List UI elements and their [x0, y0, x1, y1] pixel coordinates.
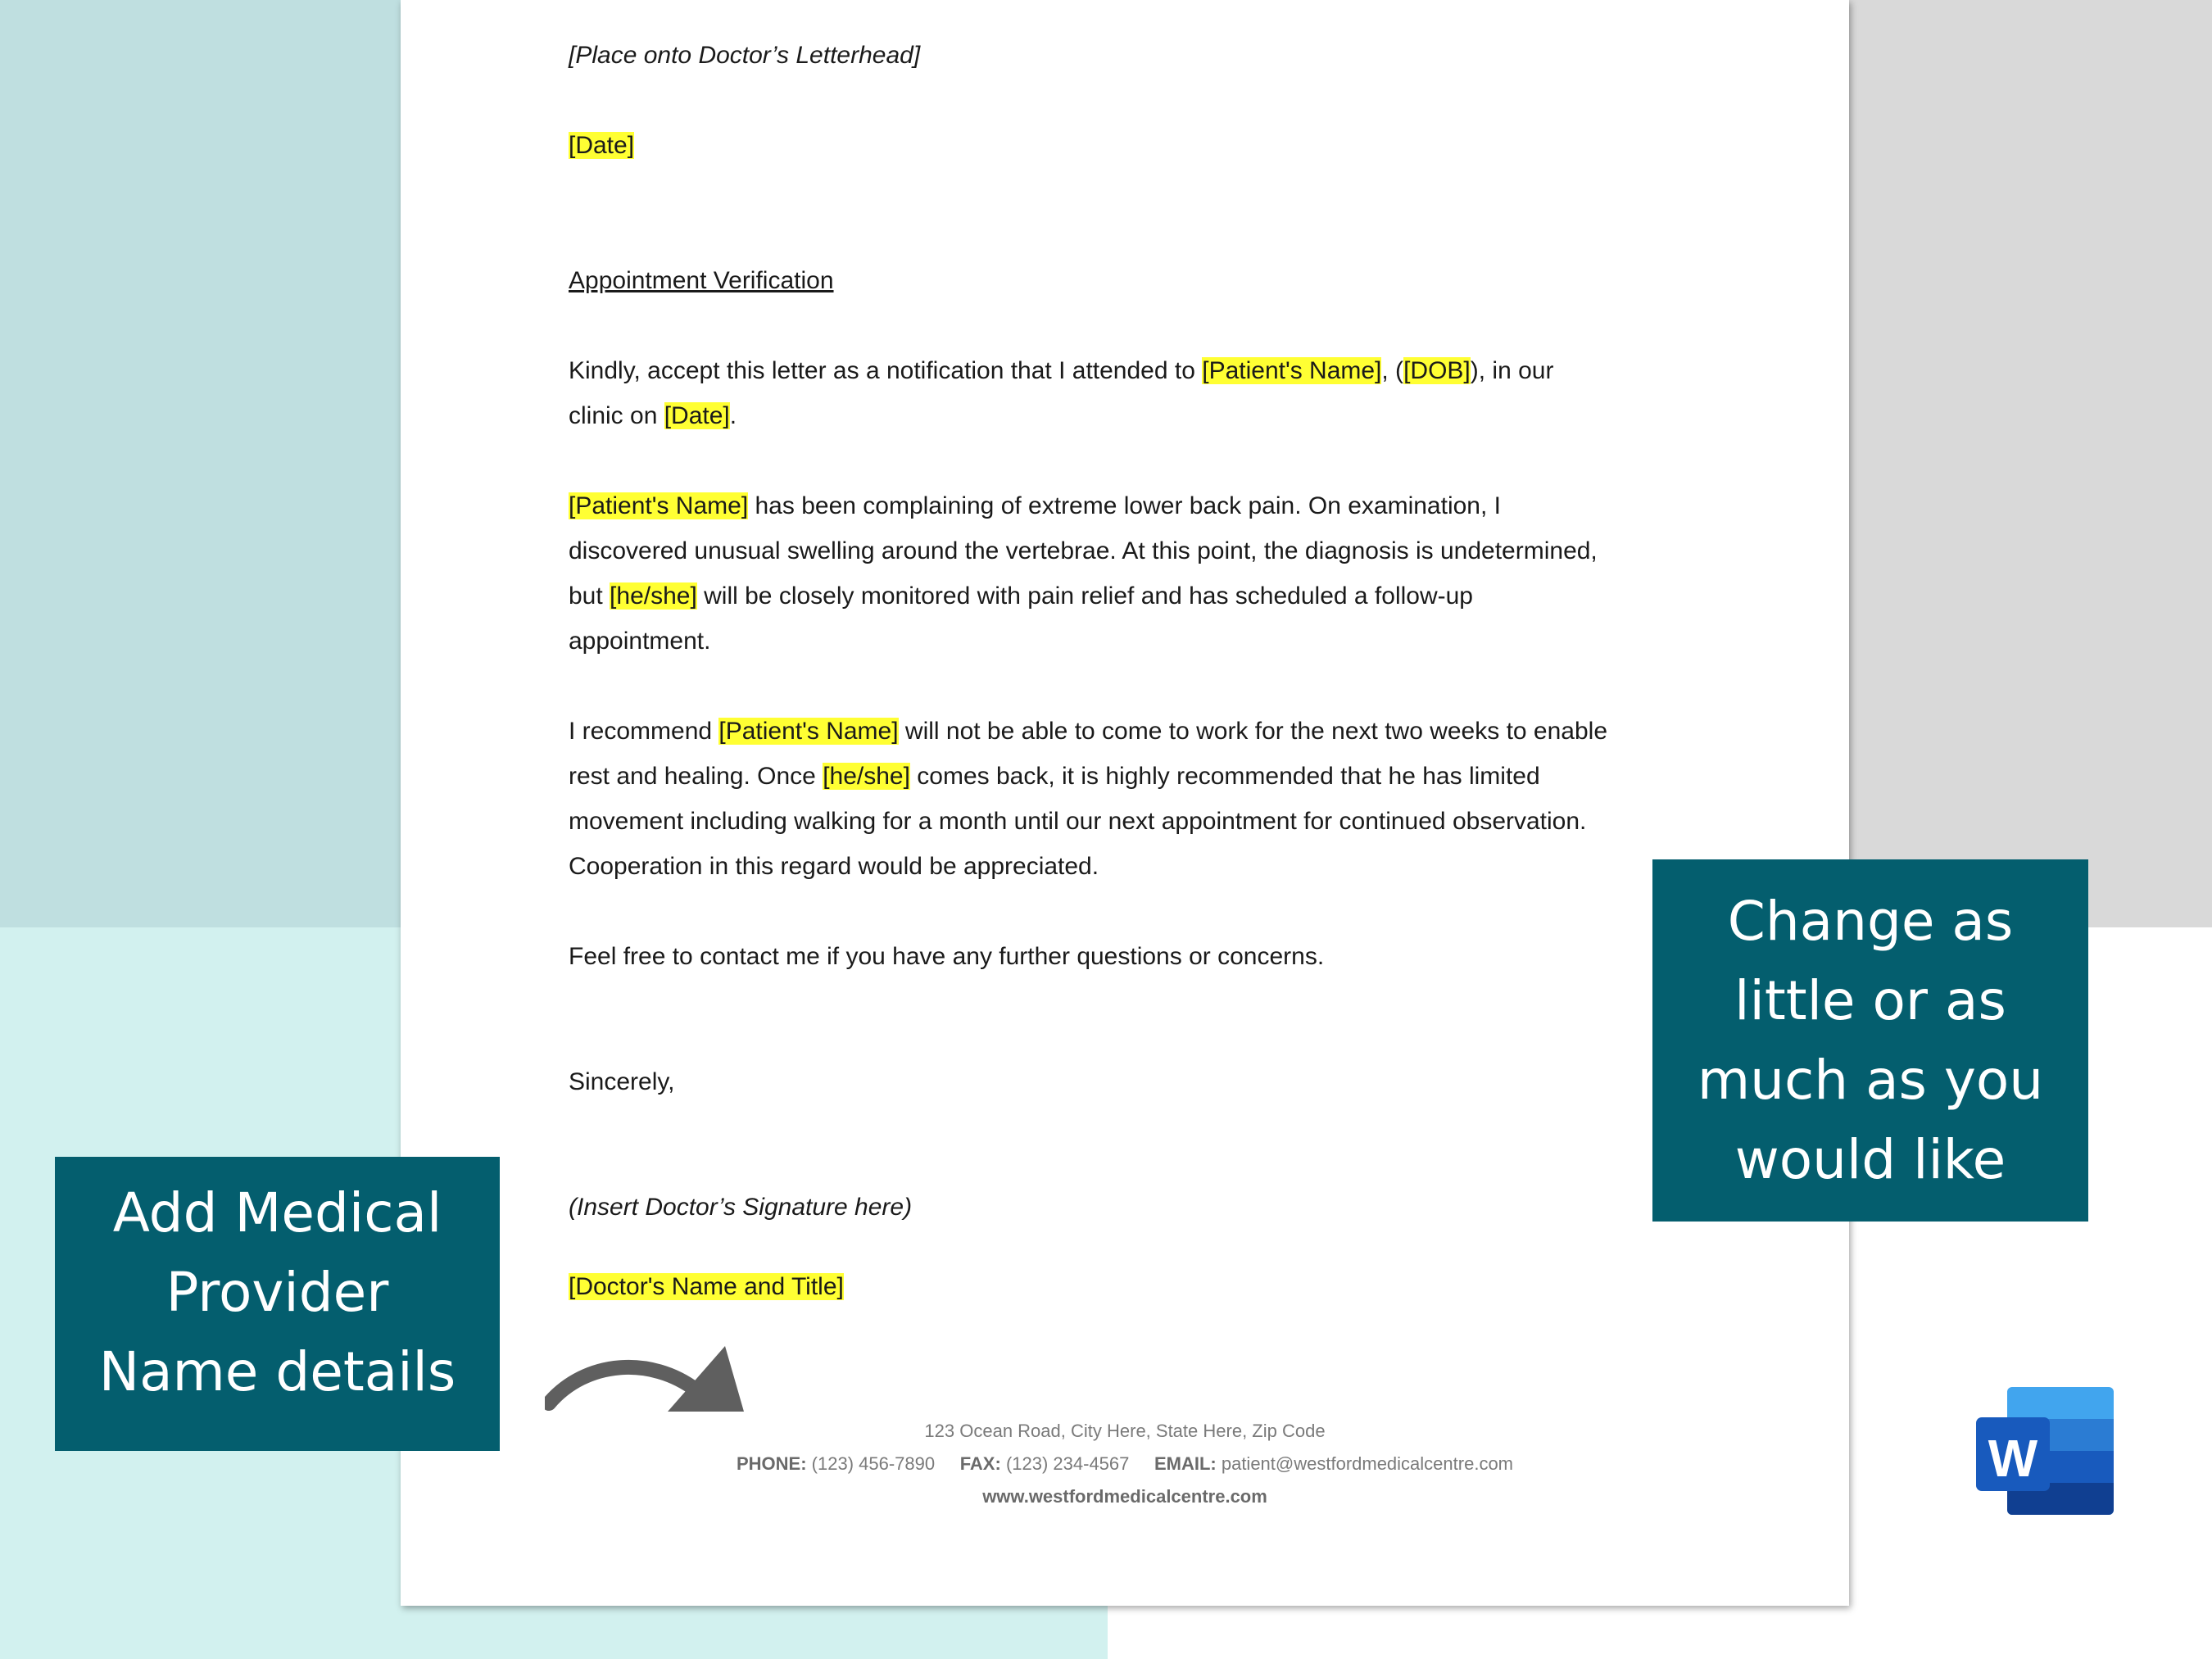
p2-text-c: but — [569, 582, 610, 610]
date-placeholder: [Date] — [569, 132, 635, 159]
pronoun-placeholder: [he/she] — [610, 582, 697, 610]
callout-line: Change as — [1727, 890, 2014, 953]
fax-value: (123) 234-4567 — [1005, 1453, 1130, 1474]
callout-add-provider — [55, 1157, 500, 1451]
p2-text-b: discovered unusual swelling around the vertebrae. At this point, the diagnosis is undetermined, — [569, 537, 1598, 564]
paragraph-2 — [569, 483, 1699, 664]
p3-text-f: Cooperation in this regard would be appreciated. — [569, 853, 1099, 880]
p3-text-d: comes back, it is highly recommended that he has limited — [909, 763, 1540, 790]
visit-date-placeholder: [Date] — [664, 402, 730, 429]
signature-note: (Insert Doctor’s Signature here) — [569, 1194, 913, 1221]
phone-label: PHONE: — [736, 1453, 807, 1474]
p3-text-b: will not be able to come to work for the next two weeks to enable — [898, 718, 1608, 745]
p3-text-e: movement including walking for a month until our next appointment for continued observation. — [569, 808, 1587, 835]
dob-placeholder: [DOB] — [1403, 357, 1471, 384]
email-value: patient@westfordmedicalcentre.com — [1221, 1453, 1514, 1474]
word-letter: W — [1988, 1429, 2038, 1488]
pronoun-placeholder: [he/she] — [823, 763, 910, 790]
p1-text-c: ), in our — [1470, 357, 1554, 384]
p3-text-c: rest and healing. Once — [569, 763, 823, 790]
callout-line: Provider — [165, 1261, 389, 1324]
fax-label: FAX: — [959, 1453, 1001, 1474]
footer-address: 123 Ocean Road, City Here, State Here, Zip Code — [924, 1421, 1326, 1441]
callout-line: Name details — [98, 1340, 456, 1403]
patient-name-placeholder: [Patient's Name] — [1202, 357, 1382, 384]
letter-footer — [401, 1415, 1849, 1513]
p2-text-e: appointment. — [569, 628, 711, 655]
patient-name-placeholder: [Patient's Name] — [569, 492, 749, 519]
footer-contact — [401, 1448, 1849, 1480]
p1-text-b: , ( — [1381, 357, 1404, 384]
paragraph-4: Feel free to contact me if you have any further questions or concerns. — [569, 943, 1325, 970]
email-label: EMAIL: — [1154, 1453, 1217, 1474]
phone-value: (123) 456-7890 — [811, 1453, 936, 1474]
p3-text-a: I recommend — [569, 718, 719, 745]
p1-text-e: . — [729, 402, 737, 429]
callout-line: little or as — [1734, 969, 2006, 1032]
callout-line: Add Medical — [112, 1181, 442, 1244]
footer-website: www.westfordmedicalcentre.com — [982, 1486, 1267, 1507]
microsoft-word-icon — [1974, 1385, 2118, 1517]
patient-name-placeholder: [Patient's Name] — [718, 718, 899, 745]
paragraph-3 — [569, 709, 1699, 889]
letterhead-note: [Place onto Doctor’s Letterhead] — [569, 42, 921, 69]
curved-arrow-icon — [545, 1339, 750, 1421]
callout-line: would like — [1734, 1128, 2006, 1191]
p2-text-a: has been complaining of extreme lower back pain. On examination, I — [748, 492, 1501, 519]
p2-text-d: will be closely monitored with pain relief and has scheduled a follow-up — [696, 582, 1473, 610]
letter-body — [569, 33, 1699, 1309]
p1-text-a: Kindly, accept this letter as a notification that I attended to — [569, 357, 1203, 384]
paragraph-1 — [569, 348, 1699, 438]
callout-line: much as you — [1697, 1049, 2044, 1112]
p1-text-d: clinic on — [569, 402, 664, 429]
doctor-name-placeholder: [Doctor's Name and Title] — [569, 1273, 844, 1300]
callout-change-as-little — [1652, 859, 2088, 1222]
letter-subject: Appointment Verification — [569, 267, 834, 294]
closing: Sincerely, — [569, 1068, 675, 1095]
